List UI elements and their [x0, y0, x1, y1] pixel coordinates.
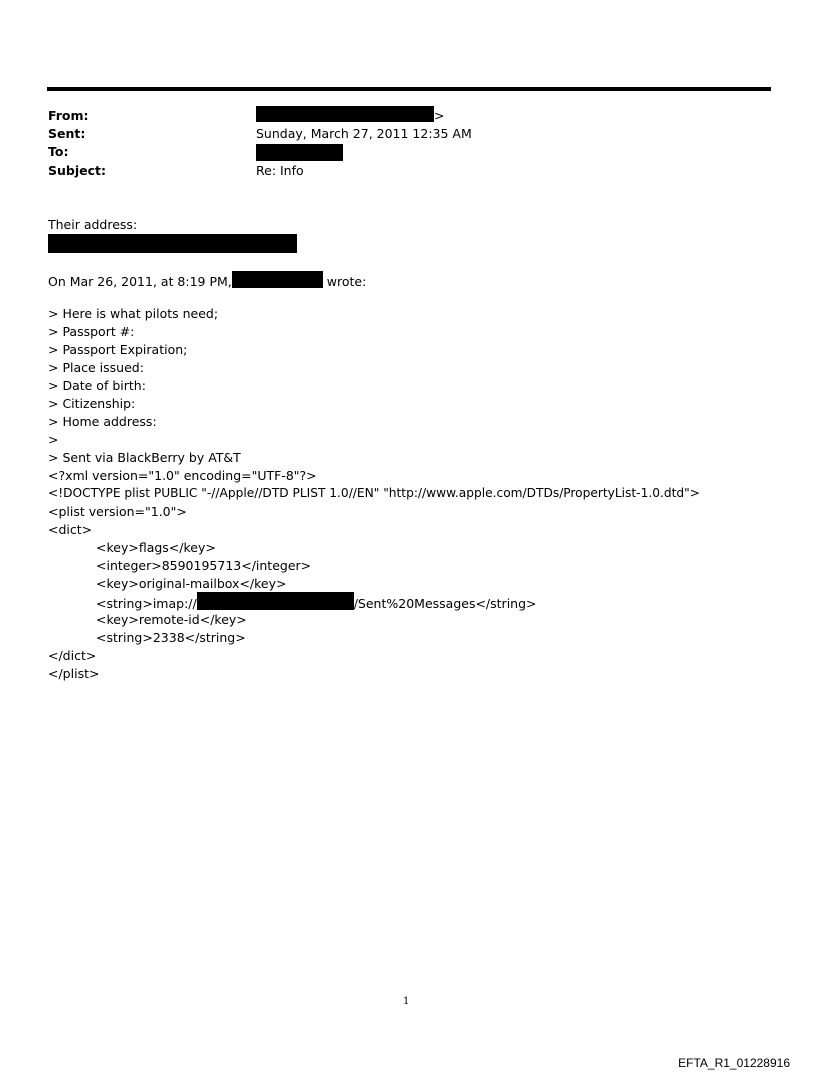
- quoted-line: > Citizenship:: [48, 396, 136, 411]
- quote-intro-wrote: wrote:: [322, 274, 367, 289]
- quoted-line: > Here is what pilots need;: [48, 306, 219, 321]
- redaction-box: [256, 106, 434, 122]
- quoted-line: > Sent via BlackBerry by AT&T: [48, 450, 241, 465]
- sent-label: Sent:: [48, 126, 86, 141]
- quote-intro-date: On Mar 26, 2011, at 8:19 PM,: [48, 274, 232, 289]
- quoted-line: > Passport #:: [48, 324, 135, 339]
- bates-number: EFTA_R1_01228916: [678, 1056, 790, 1070]
- quoted-line: >: [48, 432, 59, 447]
- to-label: To:: [48, 144, 69, 159]
- quoted-line: > Passport Expiration;: [48, 342, 188, 357]
- key-flags: <key>flags</key>: [96, 540, 216, 555]
- plist-open: <plist version="1.0">: [48, 504, 187, 519]
- mailbox-string-end: /Sent%20Messages</string>: [353, 596, 537, 611]
- mailbox-string: [96, 592, 537, 611]
- page-number: 1: [403, 996, 410, 1007]
- integer-flags: <integer>8590195713</integer>: [96, 558, 312, 573]
- key-remote-id: <key>remote-id</key>: [96, 612, 247, 627]
- from-suffix: >: [434, 108, 445, 123]
- xml-declaration: <?xml version="1.0" encoding="UTF-8"?>: [48, 468, 317, 483]
- to-value: [256, 144, 343, 162]
- redaction-box: [48, 234, 297, 253]
- header-rule: [47, 87, 771, 91]
- sent-value: Sunday, March 27, 2011 12:35 AM: [256, 126, 472, 141]
- quoted-line: > Date of birth:: [48, 378, 146, 393]
- from-value: [256, 106, 444, 123]
- mailbox-string-start: <string>imap://: [96, 596, 197, 611]
- plist-close: </plist>: [48, 666, 100, 681]
- subject-label: Subject:: [48, 163, 106, 178]
- dict-open: <dict>: [48, 522, 93, 537]
- quoted-line: > Place issued:: [48, 360, 144, 375]
- redaction-box: [197, 592, 354, 610]
- their-address-label: Their address:: [48, 217, 138, 232]
- quote-intro: [48, 271, 366, 289]
- from-label: From:: [48, 108, 89, 123]
- redaction-box: [232, 271, 323, 288]
- doctype-line: <!DOCTYPE plist PUBLIC "-//Apple//DTD PLIST 1.0//EN" "http://www.apple.com/DTDs/PropertyList-1.0.dtd">: [48, 486, 700, 500]
- quoted-line: > Home address:: [48, 414, 157, 429]
- dict-close: </dict>: [48, 648, 97, 663]
- string-remote-id: <string>2338</string>: [96, 630, 246, 645]
- redaction-box: [256, 144, 343, 161]
- key-mailbox: <key>original-mailbox</key>: [96, 576, 287, 591]
- subject-value: Re: Info: [256, 163, 304, 178]
- address-redaction: [48, 234, 297, 254]
